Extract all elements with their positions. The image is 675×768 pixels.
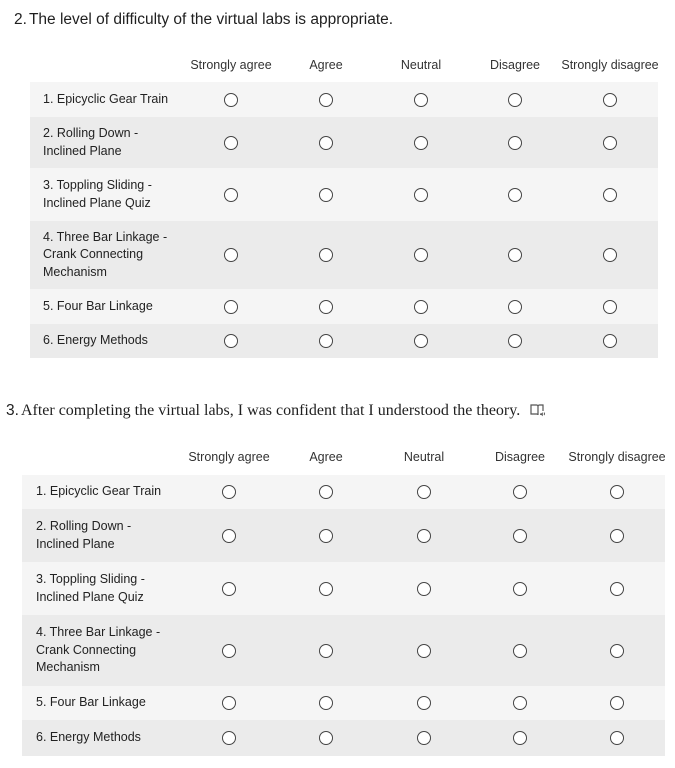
question-2-text: The level of difficulty of the virtual labs is appropriate.: [28, 11, 394, 28]
likert-radio-option[interactable]: [319, 93, 333, 107]
statement-row: [22, 615, 665, 686]
likert-radio-option[interactable]: [610, 485, 624, 499]
statement-label-line: 5. Four Bar Linkage: [43, 298, 153, 313]
likert-radio-option[interactable]: [417, 644, 431, 658]
likert-radio-option[interactable]: [603, 334, 617, 348]
column-header: Neutral: [400, 58, 442, 72]
statement-label-line: 4. Three Bar Linkage -: [36, 625, 161, 640]
likert-radio-option[interactable]: [222, 485, 236, 499]
likert-radio-option[interactable]: [513, 696, 527, 710]
statement-label-line: 6. Energy Methods: [43, 333, 148, 348]
likert-radio-option[interactable]: [508, 188, 522, 202]
statement-label-line: 6. Energy Methods: [36, 730, 141, 745]
statement-label-line: Inclined Plane Quiz: [36, 589, 144, 604]
statement-label: [36, 729, 141, 747]
statement-label-line: Mechanism: [36, 660, 100, 675]
likert-radio-option[interactable]: [603, 300, 617, 314]
statement-label-line: 2. Rolling Down -: [43, 126, 139, 140]
likert-radio-option[interactable]: [603, 136, 617, 150]
likert-radio-option[interactable]: [319, 529, 333, 543]
likert-radio-option[interactable]: [319, 696, 333, 710]
statement-label: [43, 125, 138, 160]
column-header: Agree: [309, 58, 343, 72]
statement-label-line: Inclined Plane: [36, 536, 115, 551]
likert-radio-option[interactable]: [513, 582, 527, 596]
likert-radio-option[interactable]: [319, 731, 333, 745]
statement-label-line: 1. Epicyclic Gear Train: [36, 484, 162, 499]
likert-radio-option[interactable]: [319, 334, 333, 348]
statement-row: [30, 117, 658, 168]
question-2-number: 2.: [14, 11, 27, 28]
question-3-title: [6, 402, 546, 420]
statement-label-line: 3. Toppling Sliding -: [43, 178, 152, 192]
statement-row: [30, 168, 658, 221]
question-3-number: 3.: [6, 402, 19, 419]
statement-label-line: Crank Connecting: [43, 247, 144, 262]
likert-radio-option[interactable]: [417, 696, 431, 710]
likert-radio-option[interactable]: [417, 485, 431, 499]
likert-radio-option[interactable]: [222, 644, 236, 658]
likert-radio-option[interactable]: [508, 300, 522, 314]
statement-row: [30, 289, 658, 324]
likert-radio-option[interactable]: [513, 644, 527, 658]
column-header: Strongly agree: [188, 450, 270, 464]
likert-radio-option[interactable]: [224, 136, 238, 150]
likert-radio-option[interactable]: [414, 248, 428, 262]
statement-label-line: 5. Four Bar Linkage: [36, 695, 146, 710]
likert-radio-option[interactable]: [513, 485, 527, 499]
statement-row: [30, 324, 658, 358]
likert-radio-option[interactable]: [224, 248, 238, 262]
likert-radio-option[interactable]: [319, 136, 333, 150]
column-header: Disagree: [489, 58, 541, 72]
statement-label: [43, 177, 152, 212]
statement-label: [36, 483, 161, 501]
likert-radio-option[interactable]: [319, 485, 333, 499]
statement-row: [30, 82, 658, 117]
likert-radio-option[interactable]: [610, 731, 624, 745]
likert-radio-option[interactable]: [222, 529, 236, 543]
statement-label-line: Crank Connecting: [36, 642, 137, 657]
statement-label: [36, 518, 131, 553]
statement-row: [22, 475, 665, 509]
likert-radio-option[interactable]: [224, 334, 238, 348]
statement-label-line: Inclined Plane Quiz: [43, 195, 151, 210]
likert-radio-option[interactable]: [319, 300, 333, 314]
immersive-reader-icon[interactable]: [530, 403, 546, 417]
column-header: Strongly agree: [190, 58, 272, 72]
statement-label-line: Mechanism: [43, 264, 107, 279]
column-header: Neutral: [403, 450, 445, 464]
likert-radio-option[interactable]: [513, 529, 527, 543]
statement-label-line: 1. Epicyclic Gear Train: [43, 91, 169, 106]
likert-radio-option[interactable]: [603, 188, 617, 202]
statement-row: [22, 720, 665, 756]
statement-label: [36, 624, 160, 677]
statement-label: [43, 91, 168, 109]
likert-radio-option[interactable]: [610, 582, 624, 596]
statement-row: [30, 221, 658, 289]
statement-label: [36, 694, 146, 712]
likert-radio-option[interactable]: [319, 188, 333, 202]
likert-radio-option[interactable]: [508, 334, 522, 348]
column-header: Strongly disagree: [561, 58, 659, 72]
likert-radio-option[interactable]: [319, 248, 333, 262]
likert-radio-option[interactable]: [414, 334, 428, 348]
column-header: Strongly disagree: [568, 450, 666, 464]
question-2-title: [14, 11, 393, 29]
statement-row: [22, 686, 665, 720]
likert-radio-option[interactable]: [603, 248, 617, 262]
likert-radio-option[interactable]: [222, 582, 236, 596]
likert-radio-option[interactable]: [508, 248, 522, 262]
statement-row: [22, 562, 665, 615]
likert-radio-option[interactable]: [417, 582, 431, 596]
likert-radio-option[interactable]: [610, 529, 624, 543]
statement-label: [43, 298, 153, 316]
statement-label: [43, 332, 148, 350]
likert-radio-option[interactable]: [224, 300, 238, 314]
likert-radio-option[interactable]: [508, 136, 522, 150]
likert-radio-option[interactable]: [319, 582, 333, 596]
likert-radio-option[interactable]: [414, 188, 428, 202]
statement-label-line: 2. Rolling Down -: [36, 519, 132, 533]
statement-label-line: 3. Toppling Sliding -: [36, 572, 145, 586]
likert-radio-option[interactable]: [610, 696, 624, 710]
statement-row: [22, 509, 665, 562]
column-header: Agree: [309, 450, 343, 464]
likert-radio-option[interactable]: [610, 644, 624, 658]
likert-radio-option[interactable]: [513, 731, 527, 745]
column-header: Disagree: [494, 450, 546, 464]
likert-radio-option[interactable]: [414, 136, 428, 150]
likert-radio-option[interactable]: [414, 300, 428, 314]
likert-radio-option[interactable]: [603, 93, 617, 107]
likert-radio-option[interactable]: [319, 644, 333, 658]
likert-radio-option[interactable]: [222, 731, 236, 745]
likert-radio-option[interactable]: [222, 696, 236, 710]
statement-label-line: Inclined Plane: [43, 143, 122, 158]
likert-radio-option[interactable]: [414, 93, 428, 107]
likert-radio-option[interactable]: [417, 529, 431, 543]
statement-label: [36, 571, 145, 606]
likert-radio-option[interactable]: [224, 93, 238, 107]
question-3-text: After completing the virtual labs, I was confident that I understood the theory.: [20, 402, 521, 419]
likert-radio-option[interactable]: [508, 93, 522, 107]
likert-radio-option[interactable]: [417, 731, 431, 745]
statement-label-line: 4. Three Bar Linkage -: [43, 229, 168, 244]
likert-radio-option[interactable]: [224, 188, 238, 202]
statement-label: [43, 229, 167, 282]
